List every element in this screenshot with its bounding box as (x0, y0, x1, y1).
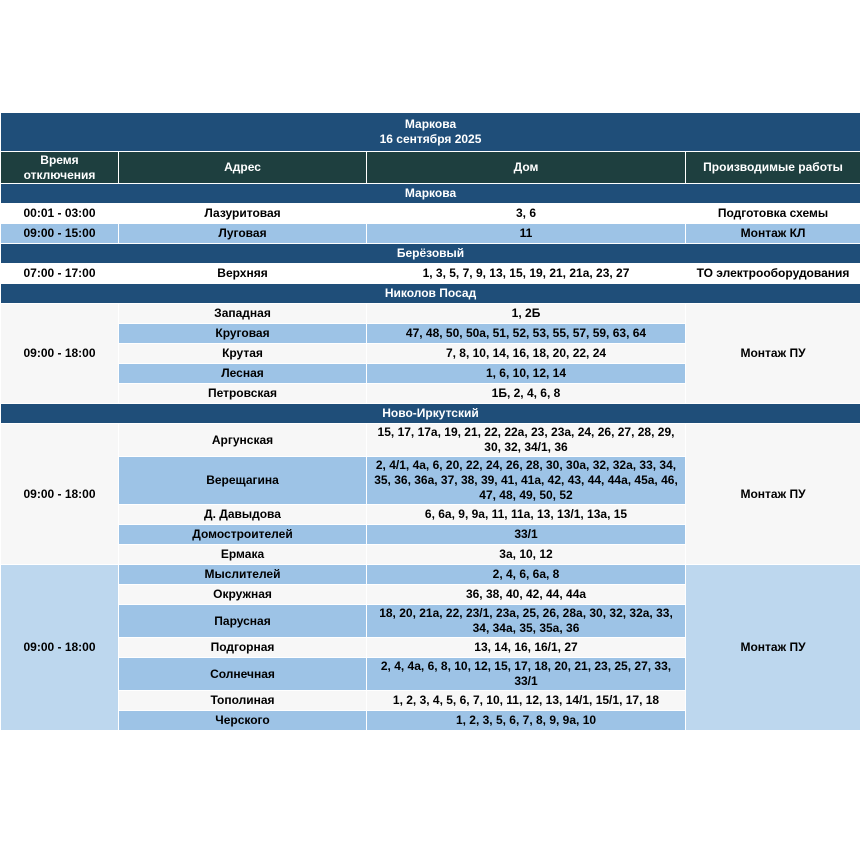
section-header-novo-irkutsky (1, 404, 860, 424)
row-time: 09:00 - 15:00 (1, 224, 119, 244)
table-row (1, 424, 860, 457)
row-house: 2, 4, 4а, 6, 8, 10, 12, 15, 17, 18, 20, 21, 23, 25, 27, 33, 33/1 (367, 658, 686, 691)
row-address: Верхняя (119, 264, 367, 284)
table-row (1, 224, 860, 244)
title-district: Маркова (404, 117, 457, 131)
row-address: Западная (119, 304, 367, 324)
section-header-nikolov-posad (1, 284, 860, 304)
table-row (1, 204, 860, 224)
row-address: Домостроителей (119, 525, 367, 545)
header-address: Адрес (119, 152, 367, 184)
row-house: 11 (367, 224, 686, 244)
row-house: 13, 14, 16, 16/1, 27 (367, 638, 686, 658)
header-house: Дом (367, 152, 686, 184)
row-address: Подгорная (119, 638, 367, 658)
group-time: 09:00 - 18:00 (1, 424, 119, 565)
row-house: 36, 38, 40, 42, 44, 44а (367, 585, 686, 605)
row-address: Окружная (119, 585, 367, 605)
row-address: Парусная (119, 605, 367, 638)
row-house: 6, 6а, 9, 9а, 11, 11а, 13, 13/1, 13а, 15 (367, 505, 686, 525)
row-house: 1, 6, 10, 12, 14 (367, 364, 686, 384)
section-header-markova (1, 184, 860, 204)
row-address: Солнечная (119, 658, 367, 691)
row-house: 18, 20, 21а, 22, 23/1, 23а, 25, 26, 28а, 30, 32, 32а, 33, 34, 34а, 35, 35а, 36 (367, 605, 686, 638)
table-row (1, 264, 860, 284)
row-house: 33/1 (367, 525, 686, 545)
row-works: ТО электрооборудования (686, 264, 860, 284)
section-header-berezovy (1, 244, 860, 264)
section-name: Маркова (1, 184, 860, 204)
row-address: Тополиная (119, 691, 367, 711)
section-name: Берёзовый (1, 244, 860, 264)
group-time: 09:00 - 18:00 (1, 565, 119, 731)
header-time: Время отключения (1, 152, 119, 184)
row-works: Подготовка схемы (686, 204, 860, 224)
row-house: 1Б, 2, 4, 6, 8 (367, 384, 686, 404)
title-date: 16 сентября 2025 (379, 132, 482, 146)
row-house: 1, 3, 5, 7, 9, 13, 15, 19, 21, 21а, 23, 27 (367, 264, 686, 284)
outage-schedule-table (0, 112, 860, 731)
row-time: 07:00 - 17:00 (1, 264, 119, 284)
row-house: 1, 2Б (367, 304, 686, 324)
row-house: 2, 4, 6, 6а, 8 (367, 565, 686, 585)
row-house: 1, 2, 3, 4, 5, 6, 7, 10, 11, 12, 13, 14/1, 15/1, 17, 18 (367, 691, 686, 711)
group-works: Монтаж ПУ (686, 424, 860, 565)
row-house: 1, 2, 3, 5, 6, 7, 8, 9, 9а, 10 (367, 711, 686, 731)
section-name: Николов Посад (1, 284, 860, 304)
row-house: 3, 6 (367, 204, 686, 224)
row-house: 2, 4/1, 4а, 6, 20, 22, 24, 26, 28, 30, 30а, 32, 32а, 33, 34, 35, 36, 36а, 37, 38, 39, 41, 41а, 42, 43, 44, 44а, 45а, 46, 47, 48, 49, 50, 52 (367, 457, 686, 505)
row-time: 00:01 - 03:00 (1, 204, 119, 224)
table-title (1, 113, 860, 152)
row-address: Черского (119, 711, 367, 731)
row-house: 15, 17, 17а, 19, 21, 22, 22а, 23, 23а, 24, 26, 27, 28, 29, 30, 32, 34/1, 36 (367, 424, 686, 457)
group-works: Монтаж ПУ (686, 565, 860, 731)
table-row (1, 304, 860, 324)
row-address: Лазуритовая (119, 204, 367, 224)
group-works: Монтаж ПУ (686, 304, 860, 404)
row-address: Аргунская (119, 424, 367, 457)
row-address: Мыслителей (119, 565, 367, 585)
column-header-row (1, 152, 860, 184)
table-title-row (1, 113, 860, 152)
table-row (1, 565, 860, 585)
row-address: Крутая (119, 344, 367, 364)
row-house: 3а, 10, 12 (367, 545, 686, 565)
row-house: 47, 48, 50, 50а, 51, 52, 53, 55, 57, 59, 63, 64 (367, 324, 686, 344)
row-address: Ермака (119, 545, 367, 565)
row-address: Петровская (119, 384, 367, 404)
row-address: Круговая (119, 324, 367, 344)
section-name: Ново-Иркутский (1, 404, 860, 424)
row-address: Луговая (119, 224, 367, 244)
header-works: Производимые работы (686, 152, 860, 184)
row-address: Д. Давыдова (119, 505, 367, 525)
row-address: Лесная (119, 364, 367, 384)
row-works: Монтаж КЛ (686, 224, 860, 244)
group-time: 09:00 - 18:00 (1, 304, 119, 404)
row-address: Верещагина (119, 457, 367, 505)
row-house: 7, 8, 10, 14, 16, 18, 20, 22, 24 (367, 344, 686, 364)
